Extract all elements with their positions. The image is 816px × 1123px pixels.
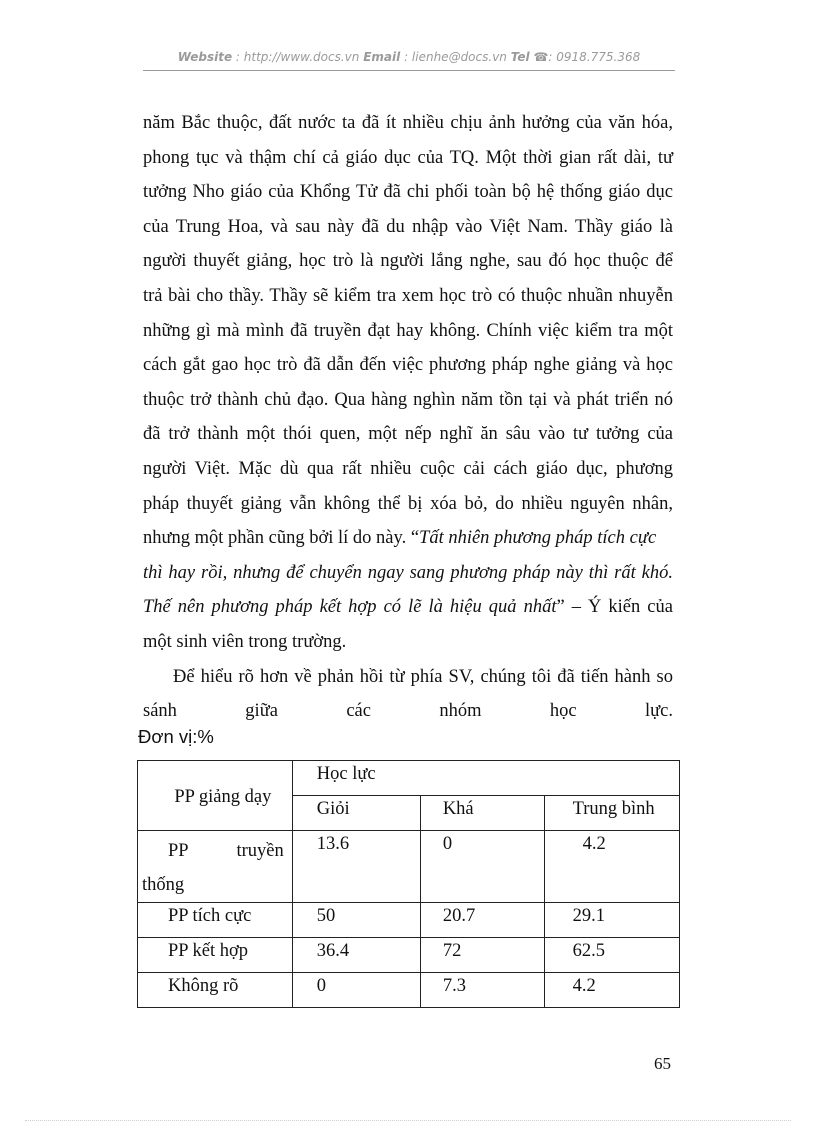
quote-line: thì hay rồi, nhưng để chuyển ngay sang phương pháp này thì rất khó. bbox=[143, 562, 673, 583]
email-label: Email bbox=[363, 50, 401, 64]
quote-text: Tất nhiên phương pháp tích cực bbox=[419, 528, 657, 549]
table-cell: 4.2 bbox=[544, 831, 679, 903]
plain-text: ” – Ý kiến của bbox=[556, 597, 673, 618]
paragraph-line: tưởng Nho giáo của Khổng Tử đã chi phối toàn bộ hệ thống giáo dục bbox=[143, 182, 673, 203]
paragraph-line: người thuyết giảng, học trò là người lắng nghe, sau đó học thuộc để bbox=[143, 251, 673, 272]
page-bottom-divider bbox=[25, 1120, 791, 1121]
table-cell: 0 bbox=[292, 973, 420, 1008]
paragraph-line: năm Bắc thuộc, đất nước ta đã ít nhiều chịu ảnh hưởng của văn hóa, bbox=[143, 113, 673, 133]
subheader-cell: Giỏi bbox=[292, 796, 420, 831]
page-header bbox=[143, 50, 675, 64]
table-cell: 50 bbox=[292, 903, 420, 938]
table-header-row bbox=[138, 761, 680, 796]
method-header: PP giảng dạy bbox=[138, 761, 293, 831]
row-label-part: PP bbox=[168, 841, 189, 861]
row-label-part: thống bbox=[142, 875, 185, 895]
table-cell: 62.5 bbox=[544, 938, 679, 973]
subheader-cell: Khá bbox=[420, 796, 544, 831]
table-cell: 29.1 bbox=[544, 903, 679, 938]
table-cell: 36.4 bbox=[292, 938, 420, 973]
row-label: PP kết hợp bbox=[138, 938, 293, 973]
row-label-part: truyền bbox=[236, 841, 284, 861]
paragraph-line: pháp thuyết giảng vẫn không thể bị xóa bỏ, do nhiều nguyên nhân, bbox=[143, 493, 673, 514]
website-label: Website bbox=[177, 50, 233, 64]
paragraph-line: người Việt. Mặc dù qua rất nhiều cuộc cải cách giáo dục, phương bbox=[143, 458, 673, 479]
table-cell: 72 bbox=[420, 938, 544, 973]
results-table bbox=[137, 760, 680, 1008]
page-number: 65 bbox=[654, 1054, 671, 1073]
row-label: PP tích cực bbox=[138, 903, 293, 938]
table-row bbox=[138, 831, 680, 903]
paragraph-line: trả bài cho thầy. Thầy sẽ kiểm tra xem học trò có thuộc nhuần nhuyễn bbox=[143, 285, 673, 306]
table-cell: 7.3 bbox=[420, 973, 544, 1008]
paragraph-line-quote-end bbox=[143, 590, 673, 625]
paragraph-line: cách gắt gao học trò đã dẫn đến việc phương pháp nghe giảng và học bbox=[143, 355, 673, 376]
row-label: Không rõ bbox=[138, 973, 293, 1008]
email-value: : lienhe@docs.vn bbox=[404, 50, 507, 64]
paragraph-line: thuộc trở thành chủ đạo. Qua hàng nghìn năm tồn tại và phát triển nó bbox=[143, 389, 673, 410]
subheader-cell: Trung bình bbox=[544, 796, 679, 831]
paragraph-line: sánh giữa các nhóm học lực. bbox=[143, 701, 673, 722]
paragraph-line: phong tục và thậm chí cả giáo dục của TQ. Một thời gian rất dài, tư bbox=[143, 147, 673, 168]
row-label-line bbox=[168, 834, 284, 868]
paragraph-line-quote-start bbox=[143, 521, 673, 556]
tel-label: Tel bbox=[510, 50, 530, 64]
table-row bbox=[138, 938, 680, 973]
table-cell: 0 bbox=[420, 831, 544, 903]
website-value: : http://www.docs.vn bbox=[235, 50, 360, 64]
paragraph-line: một sinh viên trong trường. bbox=[143, 631, 347, 652]
paragraph-line: đã trở thành một thói quen, một nếp nghĩ ăn sâu vào tư tưởng của bbox=[143, 424, 673, 445]
table-row bbox=[138, 973, 680, 1008]
paragraph-line: Để hiểu rõ hơn về phản hồi từ phía SV, chúng tôi đã tiến hành so bbox=[173, 666, 673, 687]
paragraph-line: của Trung Hoa, và sau này đã du nhập vào Việt Nam. Thầy giáo là bbox=[143, 216, 673, 237]
unit-label: Đơn vị:% bbox=[138, 726, 214, 747]
table-cell: 20.7 bbox=[420, 903, 544, 938]
table-cell: 4.2 bbox=[544, 973, 679, 1008]
tel-value: ☎: 0918.775.368 bbox=[533, 50, 641, 64]
header-divider bbox=[143, 70, 675, 71]
group-header: Học lực bbox=[292, 761, 679, 796]
plain-text: nhưng một phần cũng bởi lí do này. “ bbox=[143, 528, 420, 549]
body-text bbox=[143, 106, 673, 729]
quote-text: Thế nên phương pháp kết hợp có lẽ là hiệu quả nhất bbox=[143, 597, 557, 618]
paragraph-line: những gì mà mình đã truyền đạt hay không. Chính việc kiểm tra một bbox=[143, 320, 673, 341]
row-label bbox=[138, 831, 293, 903]
table-row bbox=[138, 903, 680, 938]
table-cell: 13.6 bbox=[292, 831, 420, 903]
